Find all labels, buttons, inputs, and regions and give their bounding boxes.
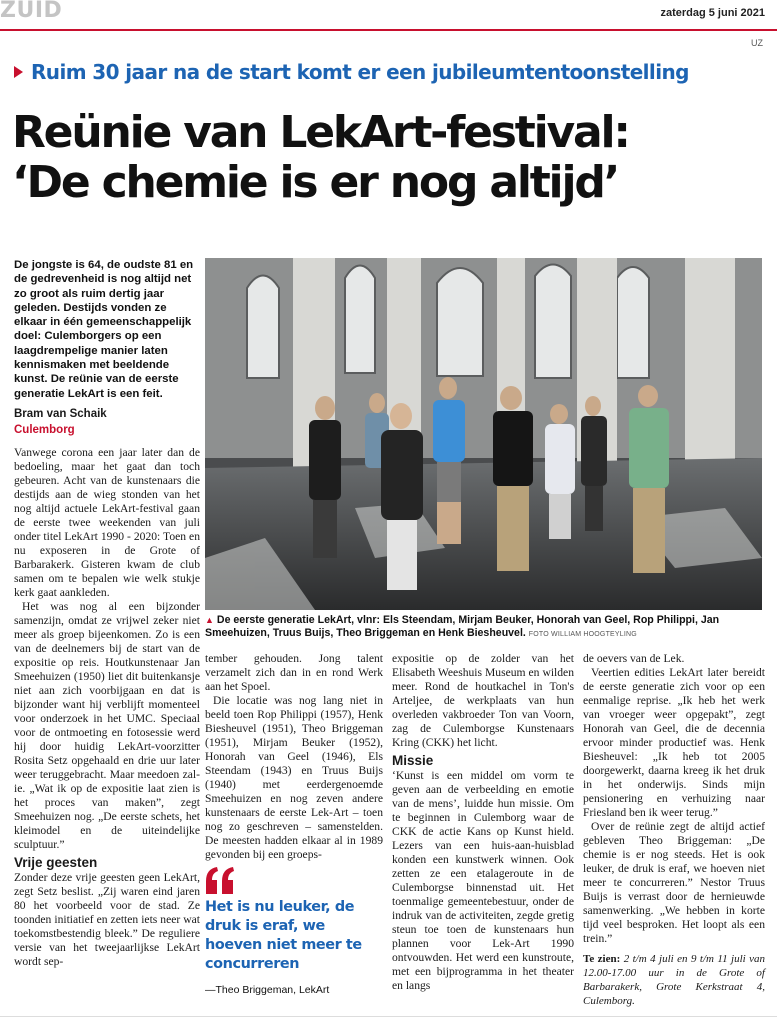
edition-code: UZ [751, 38, 763, 48]
section-label: ZUID [0, 0, 63, 23]
group-photo [205, 258, 762, 610]
headline-line-1: Reünie van LekArt-festival: [12, 107, 629, 158]
headline-line-2: ‘De chemie is er nog altijd’ [12, 157, 619, 208]
arrow-right-icon [14, 66, 23, 78]
caption-text: De eerste generatie LekArt, vlnr: Els Steendam, Mirjam Beuker, Honorah van Geel, Rop Philippi, Jan Smeehuizen, Truus Buijs, Theo Briggeman en Henk Biesheuvel. [205, 614, 720, 639]
event-info [583, 952, 765, 1008]
lead-paragraph: De jongste is 64, de oudste 81 en de gedrevenheid is nog altijd net zo groot als ruim dertig jaar geleden. Destijds vonden ze elkaar in één gemeenschappelijk doel: Culemborgers op een laagdrempelige manier laten kennismaken met beeldende kunst. De reünie van de eerste generatie LekArt is een feit. [14, 259, 194, 400]
paragraph: Die locatie was nog lang niet in beeld toen Rop Philippi (1957), Henk Biesheuvel (1951), Theo Briggeman (1951), Mirjam Beuker (1952), Honorah van Geel (1946), Els Steendam (1943) en Truus Buijs (1940) met eerdergenoemde Smeehuizen en nog zeven andere kunstenaars de eerste Lek-Art – toen nog zo geschreven – samenstelden. De meesten hadden elkaar al in 1989 gevonden bij een groeps- [205, 694, 383, 861]
subheading: Missie [392, 753, 434, 768]
headline [12, 108, 772, 208]
paragraph: Over de reünie zegt de altijd actief gebleven Theo Briggeman: „De chemie is er nog steeds. Het is ook leuker, de druk is eraf, we hoeven niet meer te concurreren.” Nestor Truus Buijs is verrast door de hernieuwde samenwerking. „We hebben in korte tijd veel besproken. Het loopt als een trein.” [583, 820, 765, 945]
paragraph: expositie op de zolder van het Elisabeth Weeshuis Museum en wilden meer. Rond de houtkachel in Ton's Arteljee, de werkplaats van hun overleden vakbroeder Ton van Voorn, zag de Culemborgse Kunstenaars Kring (CKK) het licht. [392, 652, 574, 749]
page-bottom-rule [0, 1016, 777, 1017]
article-column-3 [392, 652, 574, 993]
paragraph: Vanwege corona een jaar later dan de bedoeling, maar het gaat dan toch gebeuren. Acht van de kunstenaars die destijds aan de wieg stonden van het nog altijd actuele LekArt-festival gaan de eerste twee weekenden van juli onder titel LekArt 1990 - 2020: Toen en nu exposeren in de Grote of Barbarakerk. Gisteren kwam de club samen om te bepalen wie welk stukje kerk gaat aankleden. [14, 446, 200, 599]
event-info-text: 2 t/m 4 juli en 9 t/m 11 juli van 12.00-17.00 uur in de Grote of Barbarakerk, Grote Kerkstraat 4, Culemborg. [583, 953, 765, 1007]
header-rule [0, 29, 777, 31]
dateline-place: Culemborg [14, 424, 75, 436]
paragraph: de oevers van de Lek. [583, 652, 685, 665]
kicker [14, 60, 769, 84]
photo-credit: FOTO WILLIAM HOOGTEYLING [528, 631, 637, 638]
article-column-1 [14, 446, 200, 969]
pull-quote: Het is nu leuker, de druk is eraf, we hoeven niet meer te concurreren [205, 899, 362, 972]
quote-mark-icon [205, 866, 235, 894]
kicker-text: Ruim 30 jaar na de start komt er een jubileumtentoonstelling [31, 60, 689, 84]
paragraph: Zonder deze vrije geesten geen LekArt, zegt Setz beslist. „Zij waren eind jaren 80 het voorbeeld voor de stad. Ze toonden initiatief en zetten iets neer wat toekomstbestendig bleek.” De reguliere versie van het tweejaarlijkse LekArt wordt sep- [14, 871, 200, 968]
paragraph: Het was nog al een bijzonder samenzijn, omdat ze vrijwel zeker niet meer als groep bijeenkomen. Zo is een van de deelnemers bij de start van de expositie op reis. Houtkunstenaar Jan Smeehuizen (1950) liet dit buitenkansje niet aan zich voorbijgaan en dat is bijzonder want hij verblijft momenteel voor onderzoek in het UMC. Speciaal voor de ontmoeting en fotosessie werd hij door huidig LekArt-voorzitter Rosita Setz opgehaald en drie uur later weer teruggebracht. Maar meedoen zal-ie. „Wat ik op de expositie laat zien is het proces van maken”, zegt Smeehuizen nog. „De eerste schets, het kleimodel en de uiteindelijke sculptuur.” [14, 600, 200, 851]
paragraph: Veertien edities LekArt later bereidt de eerste generatie zich voor op een eenmalige reprise. „Ik heb het werk van vroeger weer opgepakt”, zegt Honorah van Geel, die de decennia ervoor minder productief was. Henk Biesheuvel: „Ik heb tot 2005 doorgewerkt, daarna kreeg ik het druk in het onderwijs. Sinds mijn pensionering en verhuizing naar Friesland ben ik weer terug.” [583, 666, 765, 819]
pull-quote-author: —Theo Briggeman, LekArt [205, 984, 330, 996]
paragraph: ‘Kunst is een middel om vorm te geven aan de verbeelding en emotie van de mens’, luidde hun missie. Om te beginnen in Culemborg waar de CKK de actie Kans op Kunst hield. Lezers van een huis-aan-huisblad konden een kunstwerk winnen. Ook zetten ze een etalageroute in de Culemborgse binnenstad uit. Het toenmalige gemeentebestuur, onder de indruk van de activiteiten, zegde gretig steun toe toen de kunstenaars hun plannen voor Lek-Art 1990 ontvouwden. Het werd een kunstroute, met een bijprogramma in het theater en langs [392, 769, 574, 992]
article-column-4 [583, 652, 765, 1008]
paragraph: tember gehouden. Jong talent verzamelt zich dan in en rond Werk aan het Spoel. [205, 652, 383, 693]
author-name: Bram van Schaik [14, 408, 107, 420]
article-column-2 [205, 652, 383, 862]
event-info-label: Te zien: [583, 953, 621, 965]
triangle-up-icon: ▲ [205, 615, 214, 625]
issue-date: zaterdag 5 juni 2021 [660, 7, 765, 19]
photo-caption [205, 614, 762, 641]
subheading: Vrije geesten [14, 855, 98, 870]
